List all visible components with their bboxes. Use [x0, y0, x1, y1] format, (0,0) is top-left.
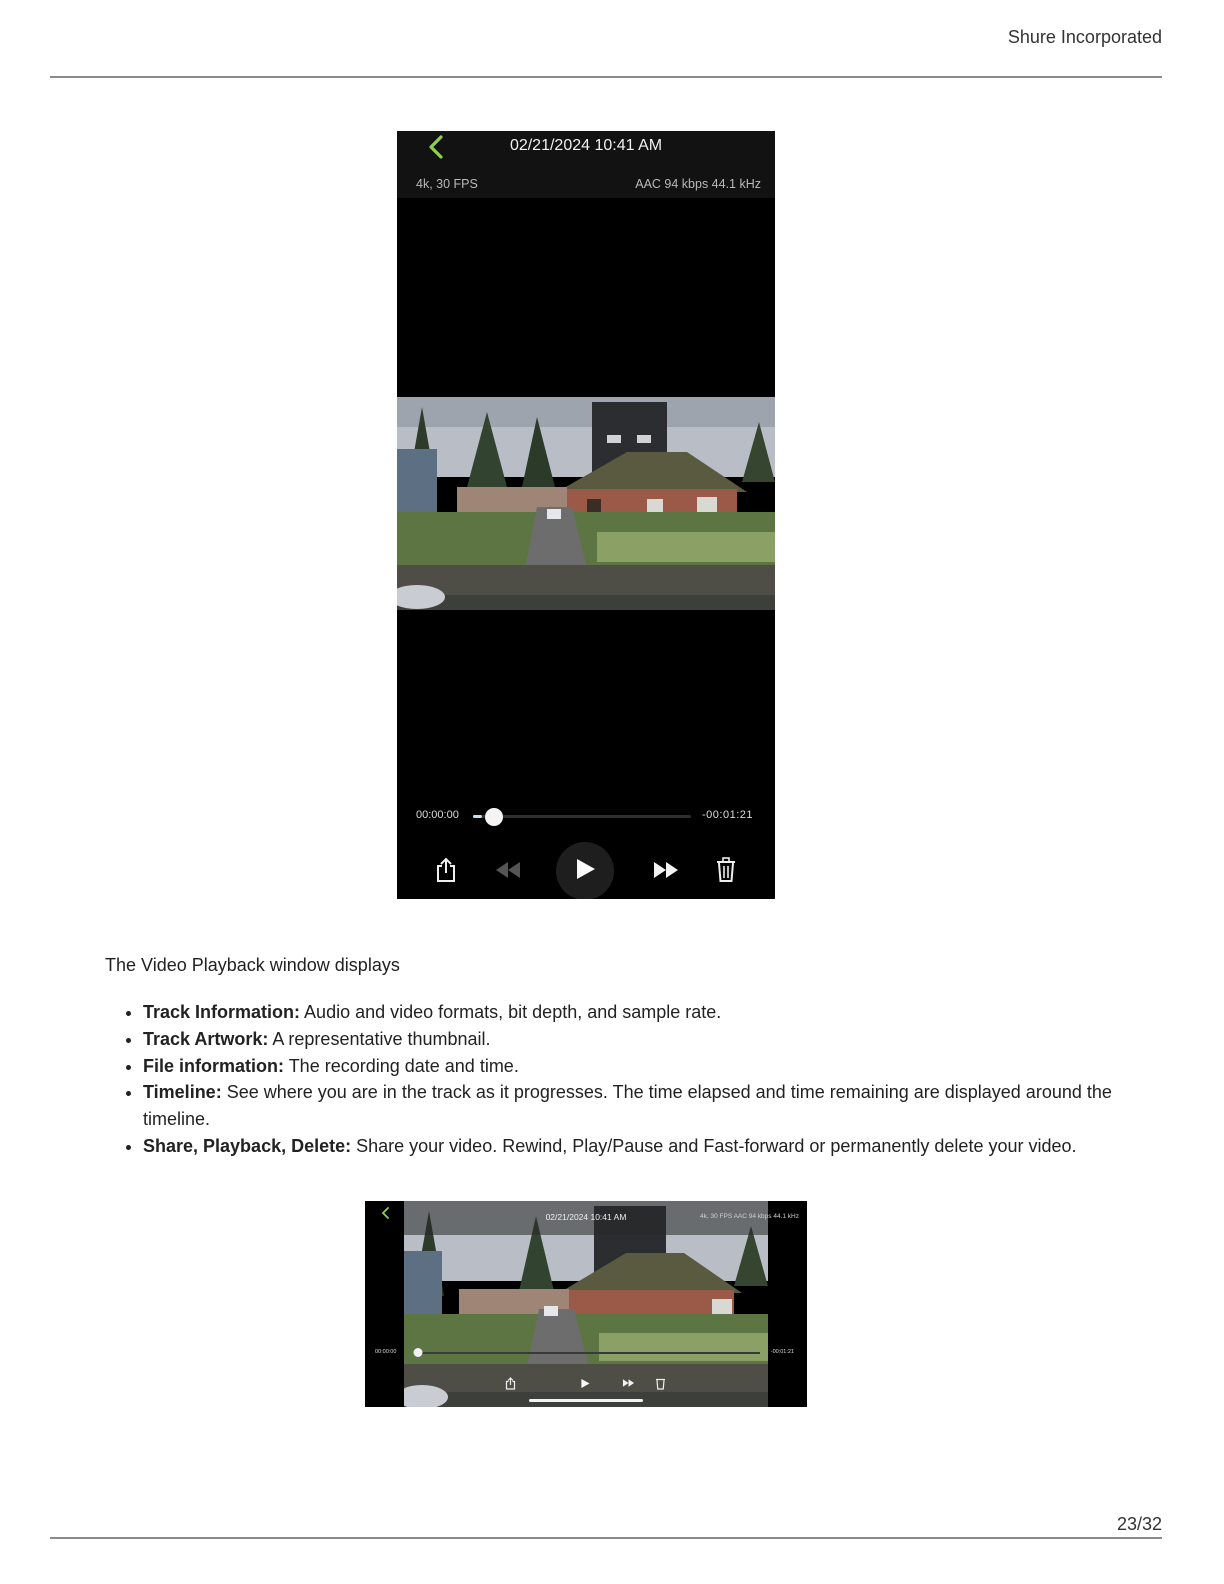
- list-item: [143, 1053, 1153, 1080]
- format-info: 4k, 30 FPS AAC 94 kbps 44.1 kHz: [700, 1213, 799, 1220]
- recording-datetime: 02/21/2024 10:41 AM: [545, 1212, 627, 1222]
- feature-desc: Share your video. Rewind, Play/Pause and Fast-forward or permanently delete your video.: [356, 1135, 1077, 1156]
- timeline-scrubber[interactable]: [485, 808, 503, 826]
- feature-desc: See where you are in the track as it progresses. The time elapsed and time remaining are displayed around the timeline.: [143, 1082, 1112, 1130]
- feature-term: Track Artwork:: [143, 1028, 269, 1049]
- timeline-scrubber[interactable]: [414, 1348, 423, 1357]
- feature-term: Timeline:: [143, 1082, 222, 1103]
- feature-term: Share, Playback, Delete:: [143, 1135, 352, 1156]
- share-icon[interactable]: [504, 1376, 516, 1390]
- timeline-track[interactable]: [415, 1352, 760, 1354]
- trash-icon[interactable]: [654, 1376, 666, 1390]
- feature-term: Track Information:: [143, 1002, 301, 1022]
- header-company: Shure Incorporated: [1007, 27, 1162, 47]
- feature-desc: Audio and video formats, bit depth, and sample rate.: [304, 1002, 722, 1022]
- play-button[interactable]: [556, 842, 614, 899]
- time-elapsed: 00:00:00: [375, 1349, 397, 1355]
- share-icon[interactable]: [433, 856, 459, 884]
- play-icon: [574, 857, 596, 886]
- list-item: [143, 1133, 1153, 1160]
- time-elapsed: 00:00:00: [416, 809, 459, 821]
- feature-list: [105, 999, 1153, 1160]
- recording-datetime: 02/21/2024 10:41 AM: [509, 137, 663, 154]
- time-remaining: -00:01:21: [702, 809, 753, 821]
- feature-term: File information:: [143, 1055, 284, 1076]
- intro-text: The Video Playback window displays: [105, 955, 400, 975]
- audio-format: AAC 94 kbps 44.1 kHz: [635, 177, 761, 191]
- trash-icon[interactable]: [714, 856, 738, 884]
- header-rule: [50, 76, 1162, 78]
- home-indicator: [529, 1399, 643, 1402]
- rewind-icon[interactable]: [493, 861, 523, 879]
- page-number: 23/32: [1116, 1514, 1162, 1534]
- list-item: [143, 1026, 1153, 1053]
- video-format: 4k, 30 FPS: [416, 177, 478, 191]
- timeline-track[interactable]: [473, 815, 691, 818]
- video-frame: [397, 397, 775, 610]
- feature-desc: A representative thumbnail.: [272, 1028, 491, 1049]
- fast-forward-icon[interactable]: [651, 861, 681, 879]
- list-item: [143, 1079, 1153, 1133]
- list-item: [143, 999, 1153, 1026]
- fast-forward-icon[interactable]: [621, 1378, 635, 1388]
- time-remaining: -00:01:21: [770, 1349, 794, 1355]
- play-icon[interactable]: [579, 1377, 591, 1389]
- footer-rule: [50, 1537, 1162, 1539]
- video-playback-screenshot-landscape: [365, 1201, 807, 1407]
- video-playback-screenshot-portrait: [397, 131, 775, 899]
- feature-desc: The recording date and time.: [288, 1055, 519, 1076]
